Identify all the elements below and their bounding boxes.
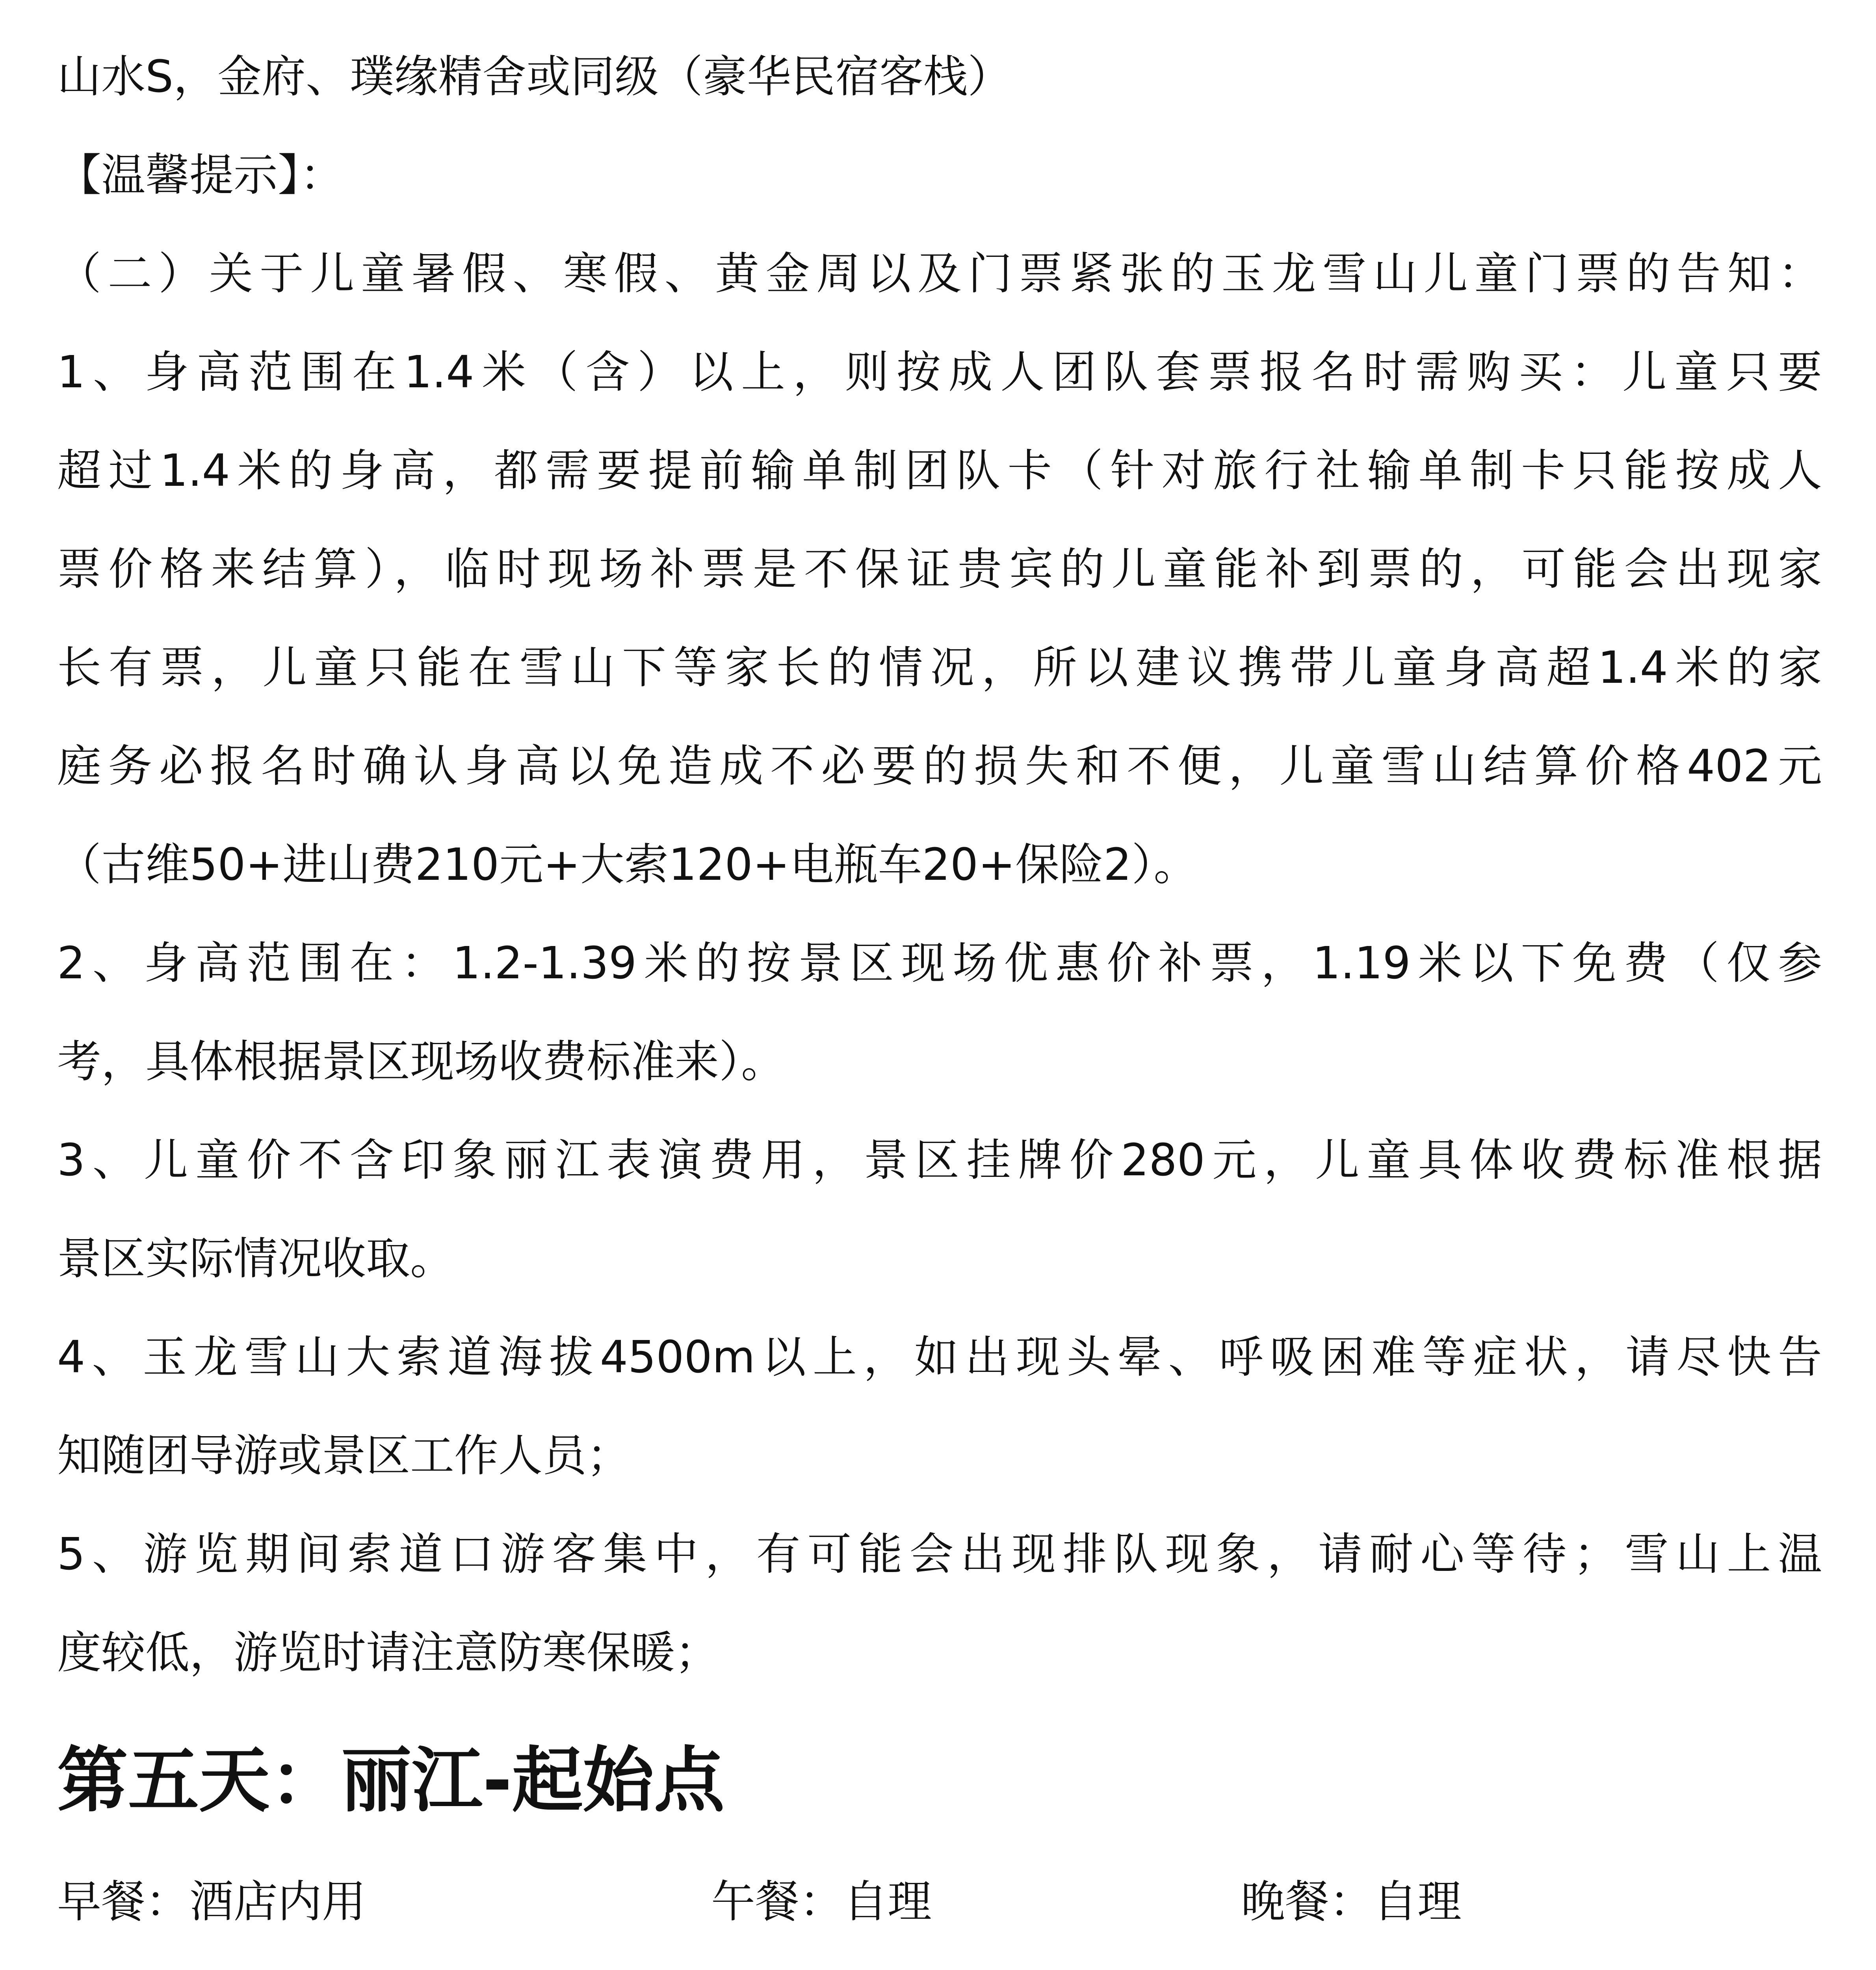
- day5-title: 第五天：丽江-起始点: [57, 1740, 725, 1822]
- tips-heading: 【温馨提示】：: [57, 150, 344, 201]
- item2-line: 考，具体根据景区现场收费标准来）。: [57, 1036, 785, 1087]
- item1-line: 超过1.4米的身高，都需要提前输单制团队卡（针对旅行社输单制卡只能按成人: [57, 445, 1822, 496]
- item3-line: 景区实际情况收取。: [57, 1233, 454, 1284]
- item5-line: 5、游览期间索道口游客集中，有可能会出现排队现象，请耐心等待；雪山上温: [57, 1529, 1822, 1580]
- item2-line: 2、身高范围在：1.2-1.39米的按景区现场优惠价补票，1.19米以下免费（仅参: [57, 938, 1822, 989]
- breakfast-label: 早餐：酒店内用: [57, 1876, 366, 1927]
- item1-line: 庭务必报名时确认身高以免造成不必要的损失和不便，儿童雪山结算价格402元: [57, 741, 1822, 792]
- item4-line: 知随团导游或景区工作人员；: [57, 1430, 631, 1481]
- dinner-label: 晚餐：自理: [1241, 1876, 1462, 1927]
- item4-line: 4、玉龙雪山大索道海拔4500m以上，如出现头晕、呼吸困难等症状，请尽快告: [57, 1332, 1822, 1383]
- item1-line: （古维50+进山费210元+大索120+电瓶车20+保险2）。: [57, 839, 1198, 890]
- item1-line: 长有票，儿童只能在雪山下等家长的情况，所以建议携带儿童身高超1.4米的家: [57, 642, 1822, 693]
- item1-line: 票价格来结算），临时现场补票是不保证贵宾的儿童能补到票的，可能会出现家: [57, 544, 1822, 595]
- lunch-label: 午餐：自理: [711, 1876, 932, 1927]
- item3-line: 3、儿童价不含印象丽江表演费用，景区挂牌价280元，儿童具体收费标准根据: [57, 1135, 1822, 1186]
- hotel-line: 山水S，金府、璞缘精舍或同级（豪华民宿客栈）: [57, 51, 1012, 102]
- notice-title: （二）关于儿童暑假、寒假、黄金周以及门票紧张的玉龙雪山儿童门票的告知：: [57, 248, 1822, 299]
- item5-line: 度较低，游览时请注意防寒保暖；: [57, 1627, 719, 1678]
- item1-line: 1、身高范围在1.4米（含）以上，则按成人团队套票报名时需购买：儿童只要: [57, 347, 1822, 398]
